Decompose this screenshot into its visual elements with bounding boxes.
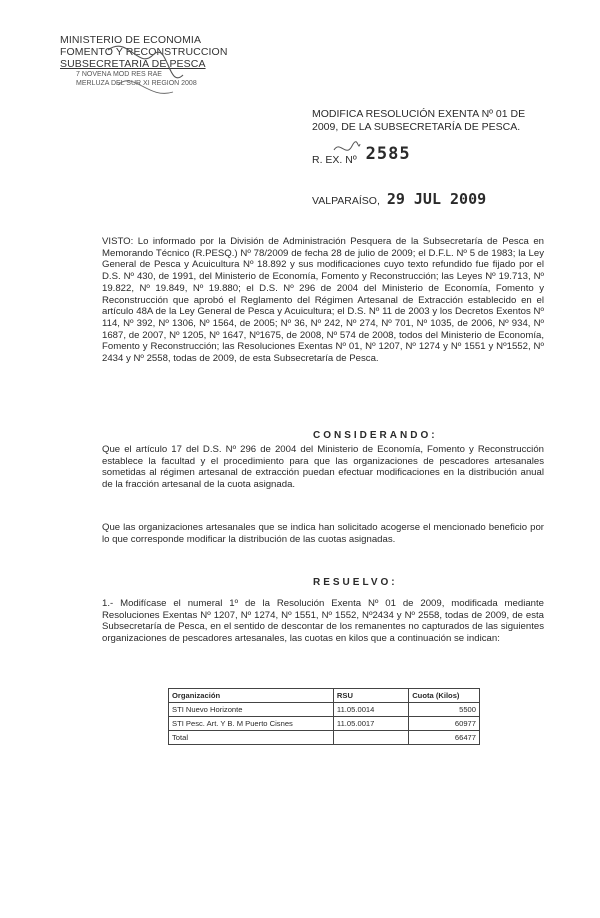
ministry-stamp xyxy=(60,34,250,88)
table-total-row xyxy=(169,731,480,745)
table-header-row xyxy=(169,689,480,703)
resuelvo-paragraph-1: 1.- Modifícase el numeral 1º de la Resolución Exenta Nº 01 de 2009, modificada mediante Resoluciones Exentas Nº 1207, Nº 1274, Nº 1551, Nº 1552, Nº2434 y Nº 2558, todas de 2009, de esta Subsecretaría de Pesca, en el sentido de descontar de los remanentes no capturados de las siguientes organizaciones de pescadores artesanales, las cuotas en kilos que a continuación se indican: xyxy=(102,598,544,645)
header-cuota: Cuota (Kilos) xyxy=(409,689,480,703)
considerando-paragraph-1: Que el artículo 17 del D.S. Nº 296 de 2004 del Ministerio de Economía, Fomento y Reconstrucción establece la facultad y el procedimiento para que las organizaciones de pescadores artesanales sometidas al régimen artesanal de extracción puedan efectuar modificaciones en la distribución anual de la fracción artesanal de la cuota asignada. xyxy=(102,444,544,491)
handwritten-initials-icon xyxy=(98,30,198,110)
cell-organization: STI Pesc. Art. Y B. M Puerto Cisnes xyxy=(169,717,334,731)
quota-table xyxy=(168,688,480,745)
stamp-line-subsecretaria: SUBSECRETARIA DE PESCA xyxy=(60,58,206,70)
cell-total-quota: 66477 xyxy=(409,731,480,745)
place-city: VALPARAÍSO, xyxy=(312,195,380,207)
table-row xyxy=(169,703,480,717)
stamp-line-ministry: MINISTERIO DE ECONOMIA xyxy=(60,34,202,46)
resolution-subject: MODIFICA RESOLUCIÓN EXENTA Nº 01 DE 2009, DE LA SUBSECRETARÍA DE PESCA. xyxy=(312,108,526,133)
cell-total-label: Total xyxy=(169,731,334,745)
header-organizacion: Organización xyxy=(169,689,334,703)
header-rsu: RSU xyxy=(333,689,408,703)
place-date-line xyxy=(312,190,486,208)
cell-total-rsu xyxy=(333,731,408,745)
table-row xyxy=(169,717,480,731)
stamp-line-fomento: FOMENTO Y RECONSTRUCCION xyxy=(60,46,228,58)
considerando-paragraph-2: Que las organizaciones artesanales que se indica han solicitado acogerse el mencionado beneficio por lo que corresponde modificar la distribución de las cuotas asignadas. xyxy=(102,522,544,545)
signature-mark-icon xyxy=(332,138,362,160)
stamp-line-region: MERLUZA DEL SUR XI REGION 2008 xyxy=(76,80,197,87)
cell-quota: 60977 xyxy=(409,717,480,731)
cell-rsu: 11.05.0017 xyxy=(333,717,408,731)
stamp-line-reference: 7 NOVENA MOD RES RAE xyxy=(76,71,162,78)
rex-label: R. EX. Nº xyxy=(312,154,357,166)
considerando-heading: CONSIDERANDO: xyxy=(313,430,438,441)
resuelvo-heading: RESUELVO: xyxy=(313,577,398,588)
visto-paragraph: VISTO: Lo informado por la División de Administración Pesquera de la Subsecretaría de Pesca en Memorando Técnico (R.PESQ.) Nº 78/2009 de fecha 28 de julio de 2009; el D.F.L. Nº 5 de 1983; la Ley General de Pesca y Acuicultura Nº 18.892 y sus modificaciones cuyo texto refundido fue fijado por el D.S. Nº 430, de 1991, del Ministerio de Economía, Fomento y Reconstrucción; las Leyes Nº 19.713, Nº 19.822, Nº 19.849, Nº 19.880; el D.S. Nº 296 de 2004 del Ministerio de Economía, Fomento y Reconstrucción que aprobó el Reglamento del Régimen Artesanal de Extracción establecido en el artículo 48A de la Ley General de Pesca y Acuicultura; el D.S. Nº 11 de 2003 y los Decretos Exentos Nº 114, Nº 392, Nº 1306, Nº 1564, de 2005; Nº 36, Nº 242, Nº 274, Nº 701, Nº 1035, de 2006, Nº 934, Nº 1687, de 2007, Nº 1205, Nº 1647, Nº1675, de 2008, Nº 574 de 2008, todos del Ministerio de Economía, Fomento y Reconstrucción; las Resoluciones Exentas Nº 01, Nº 1207, Nº 1274 y Nº 1551 y Nº1552, Nº 2434 y Nº 2558, todas de 2009, de esta Subsecretaría de Pesca. xyxy=(102,236,544,365)
resolution-number-line xyxy=(312,144,411,168)
cell-organization: STI Nuevo Horizonte xyxy=(169,703,334,717)
cell-rsu: 11.05.0014 xyxy=(333,703,408,717)
cell-quota: 5500 xyxy=(409,703,480,717)
rex-number: 2585 xyxy=(365,144,411,164)
stamped-date: 29 JUL 2009 xyxy=(386,190,487,208)
